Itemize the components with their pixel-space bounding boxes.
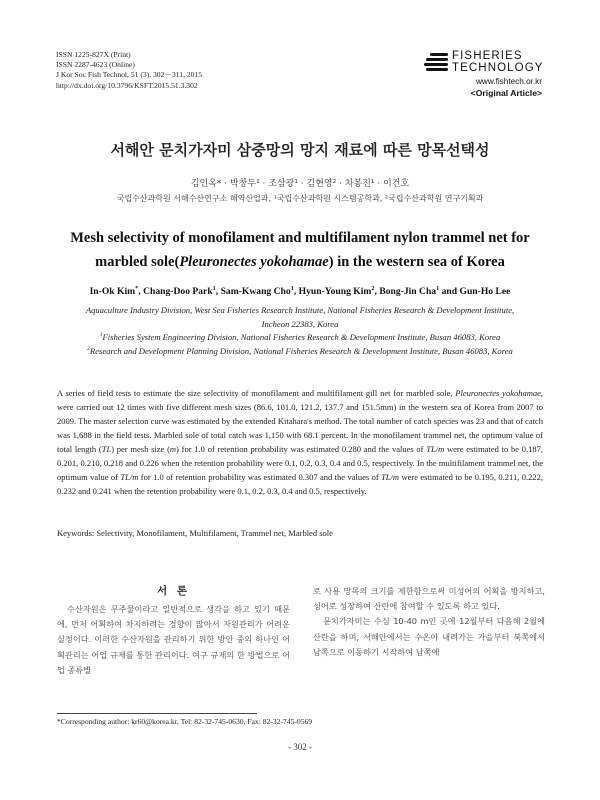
issn-print: ISSN 1225-827X (Print) bbox=[56, 50, 131, 59]
title-prefix: marbled sole( bbox=[95, 254, 180, 270]
author-joiner: and bbox=[441, 286, 458, 297]
fish-wave-icon bbox=[424, 53, 450, 73]
affiliation-1-line-1: Aquaculture Industry Division, West Sea Fisheries Research Institute, National Fisheries Research & Development Institute, bbox=[85, 305, 515, 315]
intro-paragraph: 수산자원은 무주물이라고 일반적으로 생각을 하고 있기 때문에, 먼저 어획하여 차지하려는 경향이 많아서 자원관리가 어려운 실정이다. 이러한 수산자원을 관리하기 위한 방안 중의 하나인 어획관리는 어업 규제를 통한 관리이다. 여구 규제의 한 방법으로 어업 종류별 bbox=[57, 604, 290, 675]
logo-line-technology: TECHNOLOGY bbox=[452, 62, 544, 74]
species-name: Pleuronectes yokohamae bbox=[179, 254, 329, 270]
korean-authors: 김인옥* · 박창두¹ · 조삼광¹ · 김현영² · 차봉진¹ · 이건호 bbox=[190, 179, 410, 189]
logo-wordmark bbox=[452, 50, 544, 74]
logo-line-fisheries: FISHERIES bbox=[452, 50, 523, 62]
issn-online: ISSN 2287-4623 (Online) bbox=[56, 60, 135, 70]
abstract-part: were estimated to be 0.195, 0.211, 0.222, 0.232 and 0.241 when the retention probability were 0.1, 0.2, 0.3, 0.4 and 0.5, respectively. bbox=[57, 472, 544, 496]
journal-citation: J Kor Soc Fish Technol, 51 (3), 302－311, 2015 bbox=[56, 70, 203, 80]
affiliation-2 bbox=[50, 331, 550, 345]
affiliation-1-line-2: Incheon 22383, Korea bbox=[261, 318, 339, 329]
abstract-part: were estimated to be 0.187, 0.201, 0.210, 0.218 and 0.226 when the retention probability were 0.1, 0.2, 0.3, 0.4 and 0.5, respectively. In the multifilament trammel net, the optimum value of bbox=[57, 444, 544, 482]
intro-right-column bbox=[313, 584, 545, 660]
affiliation-2-text: Fisheries System Engineering Division, National Fisheries Research & Development Institute, Busan 46083, Korea bbox=[102, 332, 501, 342]
korean-affiliation: 국립수산과학원 서해수산연구소 해역산업과, ¹국립수산과학원 시스템공학과, ²국립수산과학원 연구기획과 bbox=[116, 194, 484, 203]
english-title bbox=[40, 226, 560, 274]
title-suffix: ) in the western sea of Korea bbox=[328, 254, 505, 270]
abstract-part: ) for 1.0 of retention probability was estimated 0.280 and the values of bbox=[176, 444, 427, 454]
author-2-mark: 1 bbox=[212, 284, 216, 292]
page-number: - 302 - bbox=[288, 742, 312, 752]
author-6: Gun-Ho Lee bbox=[459, 286, 511, 297]
intro-paragraph: 로 사용 망목의 크기를 제한함으로써 미성어의 어획을 방지하고, 성어로 성장하여 산란에 참여할 수 있도록 하고 있다. bbox=[313, 586, 545, 612]
affiliation-3-text: Research and Development Planning Division, National Fisheries Research & Development Institute, Busan 46083, Korea bbox=[89, 345, 513, 356]
abstract-var-tl: TL bbox=[101, 444, 112, 454]
english-affiliations bbox=[50, 304, 550, 358]
abstract-var-m: m bbox=[169, 444, 177, 454]
affiliation-2-mark: 1 bbox=[99, 332, 103, 339]
english-title-line-1: Mesh selectivity of monofilament and multifilament nylon trammel net for bbox=[70, 230, 530, 246]
author-1-mark: * bbox=[135, 284, 139, 292]
journal-logo bbox=[424, 50, 544, 110]
journal-url[interactable]: www.fishtech.or.kr bbox=[476, 77, 542, 86]
affiliation-3-mark: 2 bbox=[87, 345, 90, 352]
abstract-species: Pleuronectes yokohamae bbox=[455, 388, 541, 398]
keywords: Keywords: Selectivity, Monofilament, Multifilament, Trammel net, Marbled sole bbox=[57, 528, 333, 538]
citation-block bbox=[56, 50, 202, 91]
author-3: Sam-Kwang Cho bbox=[220, 286, 291, 297]
abstract-var-tlm: TL/m bbox=[120, 472, 139, 482]
intro-left-column bbox=[57, 602, 290, 678]
abstract-var-tlm: TL/m bbox=[426, 444, 445, 454]
author-5-mark: 1 bbox=[436, 284, 440, 292]
abstract-var-tlm: TL/m bbox=[381, 472, 400, 482]
author-2: Chang-Doo Park bbox=[143, 286, 213, 297]
english-title-line-2 bbox=[40, 250, 560, 274]
doi-link[interactable]: http://dx.doi.org/10.3796/KSFT.2015.51.3.302 bbox=[56, 80, 198, 90]
author-3-mark: 1 bbox=[290, 284, 294, 292]
author-1: In-Ok Kim bbox=[89, 286, 136, 297]
abstract bbox=[57, 386, 543, 498]
author-5: Bong-Jin Cha bbox=[379, 286, 437, 297]
abstract-part: ) per mesh size ( bbox=[111, 444, 170, 454]
author-4-mark: 2 bbox=[371, 284, 375, 292]
abstract-part: A series of field tests to estimate the size selectivity of monofilament and multifilament gill net for marbled sole, bbox=[57, 388, 456, 398]
article-type: <Original Article> bbox=[470, 88, 542, 98]
corresponding-author-footnote: *Corresponding author: kr60@korea.kr, Tel: 82-32-745-0630, Fax: 82-32-745-0569 bbox=[57, 717, 313, 726]
footnote-divider bbox=[57, 713, 257, 714]
section-heading-introduction: 서 론 bbox=[157, 585, 190, 597]
affiliation-3 bbox=[50, 345, 550, 359]
english-authors: In-Ok Kim*, Chang-Doo Park$^1$, Sam-Kwang Cho$^1$, Hyun-Young Kim$^2$, Bong-Jin Cha$^1$ and Gun-Ho Lee bbox=[89, 284, 511, 297]
author-4: Hyun-Young Kim bbox=[298, 286, 372, 297]
abstract-part: for 1.0 of retention probability was estimated 0.307 and the values of bbox=[138, 472, 382, 482]
abstract-part: , were carried out 12 times with five different mesh sizes (86.6, 101.0, 121.2, 137.7 and 151.5mm) in the western sea of Korea from 2007 to 2009. The master selection curve was estimated by the extended Kitahara's method. The total number of catch species was 23 and that of catch was 1,688 in the field tests. Marbled sole of total catch was 1,150 with 68.1 percent. In the monofilament trammel net, the optimum value of total length ( bbox=[57, 388, 543, 454]
intro-paragraph: 문치가자미는 수심 10-40 m인 곳에 12월부터 다음해 2월에 산란을 하며, 서해안에서는 수온이 내려가는 가을부터 북쪽에서 남쪽으로 이동하기 시작하여 남쪽에 bbox=[313, 616, 545, 657]
korean-title: 서해안 문치가자미 삼중망의 망지 재료에 따른 망목선택성 bbox=[110, 141, 490, 159]
